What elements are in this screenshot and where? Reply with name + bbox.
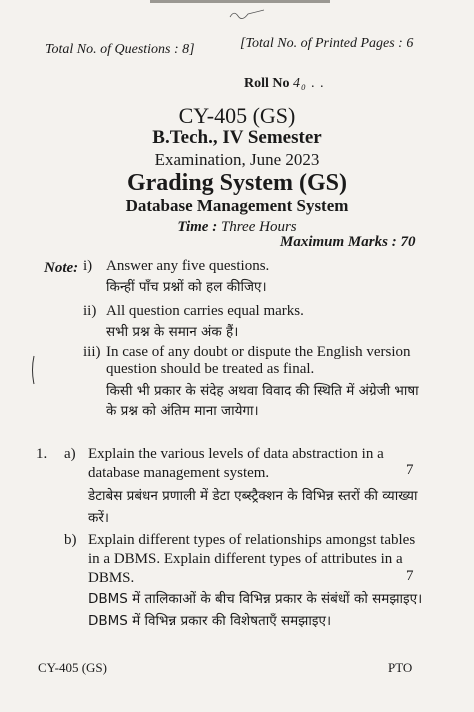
note-3-hindi-line-2: के प्रश्न को अंतिम माना जायेगा। [106,403,259,419]
roll-label: Roll No [244,76,290,91]
note-3-hindi-line-1: किसी भी प्रकार के संदेह अथवा विवाद की स्थिति में अंग्रेजी भाषा [106,383,419,399]
note-3-english-line-2: question should be treated as final. [106,361,315,377]
pen-scribble-mark [228,8,268,22]
note-2-english: All question carries equal marks. [106,303,304,319]
footer-pto: PTO [388,660,413,675]
time-label: Time : [177,219,218,235]
note-label: Note: [44,260,79,276]
question-1b-marks: 7 [406,568,414,584]
note-1-hindi: किन्हीं पाँच प्रश्नों को हल कीजिए। [106,279,267,295]
grading-system-heading: Grading System (GS) [126,170,347,196]
question-1a-label: a) [64,446,76,462]
question-1a-hindi: डेटाबेस प्रबंधन प्रणाली में डेटा एब्स्ट्रैक्शन के विभिन्न स्तरों की व्याख्या करें। [88,488,418,526]
question-1b-label: b) [64,532,77,548]
roll-number [244,76,325,92]
question-1a-marks: 7 [406,462,414,478]
semester-heading: B.Tech., IV Semester [152,127,322,148]
note-3-number: iii) [83,344,101,360]
scan-edge-line [150,0,330,3]
total-printed-pages: [Total No. of Printed Pages : 6 [240,36,414,51]
question-1-number: 1. [36,446,48,462]
subject-heading: Database Management System [125,196,349,215]
note-1-english: Answer any five questions. [106,258,270,274]
question-1b-text: Explain different types of relationships amongst tables in a DBMS. Explain different types of attributes in a DBMS. [88,532,416,586]
note-3-english-line-1: In case of any doubt or dispute the English version [106,344,411,360]
question-1b-hindi-line-2: DBMS में विभिन्न प्रकार की विशेषताएँ समझाइए। [88,613,332,629]
examination-date: Examination, June 2023 [154,150,320,169]
question-1b-hindi-line-1: DBMS में तालिकाओं के बीच विभिन्न प्रकार के संबंधों को समझाइए। [88,591,423,607]
note-2-hindi: सभी प्रश्न के समान अंक हैं। [106,324,239,340]
margin-bracket-mark [30,355,36,385]
roll-value: 4₀ . . [293,76,325,91]
note-2-number: ii) [83,303,97,319]
total-questions: Total No. of Questions : 8] [45,42,195,57]
question-1a-text: Explain the various levels of data abstraction in a database management system. [88,446,384,481]
paper-code: CY-405 (GS) [178,103,296,128]
time-value: Three Hours [220,219,297,235]
note-1-number: i) [83,258,93,274]
footer-paper-code: CY-405 (GS) [38,660,107,675]
maximum-marks: Maximum Marks : 70 [280,234,416,250]
